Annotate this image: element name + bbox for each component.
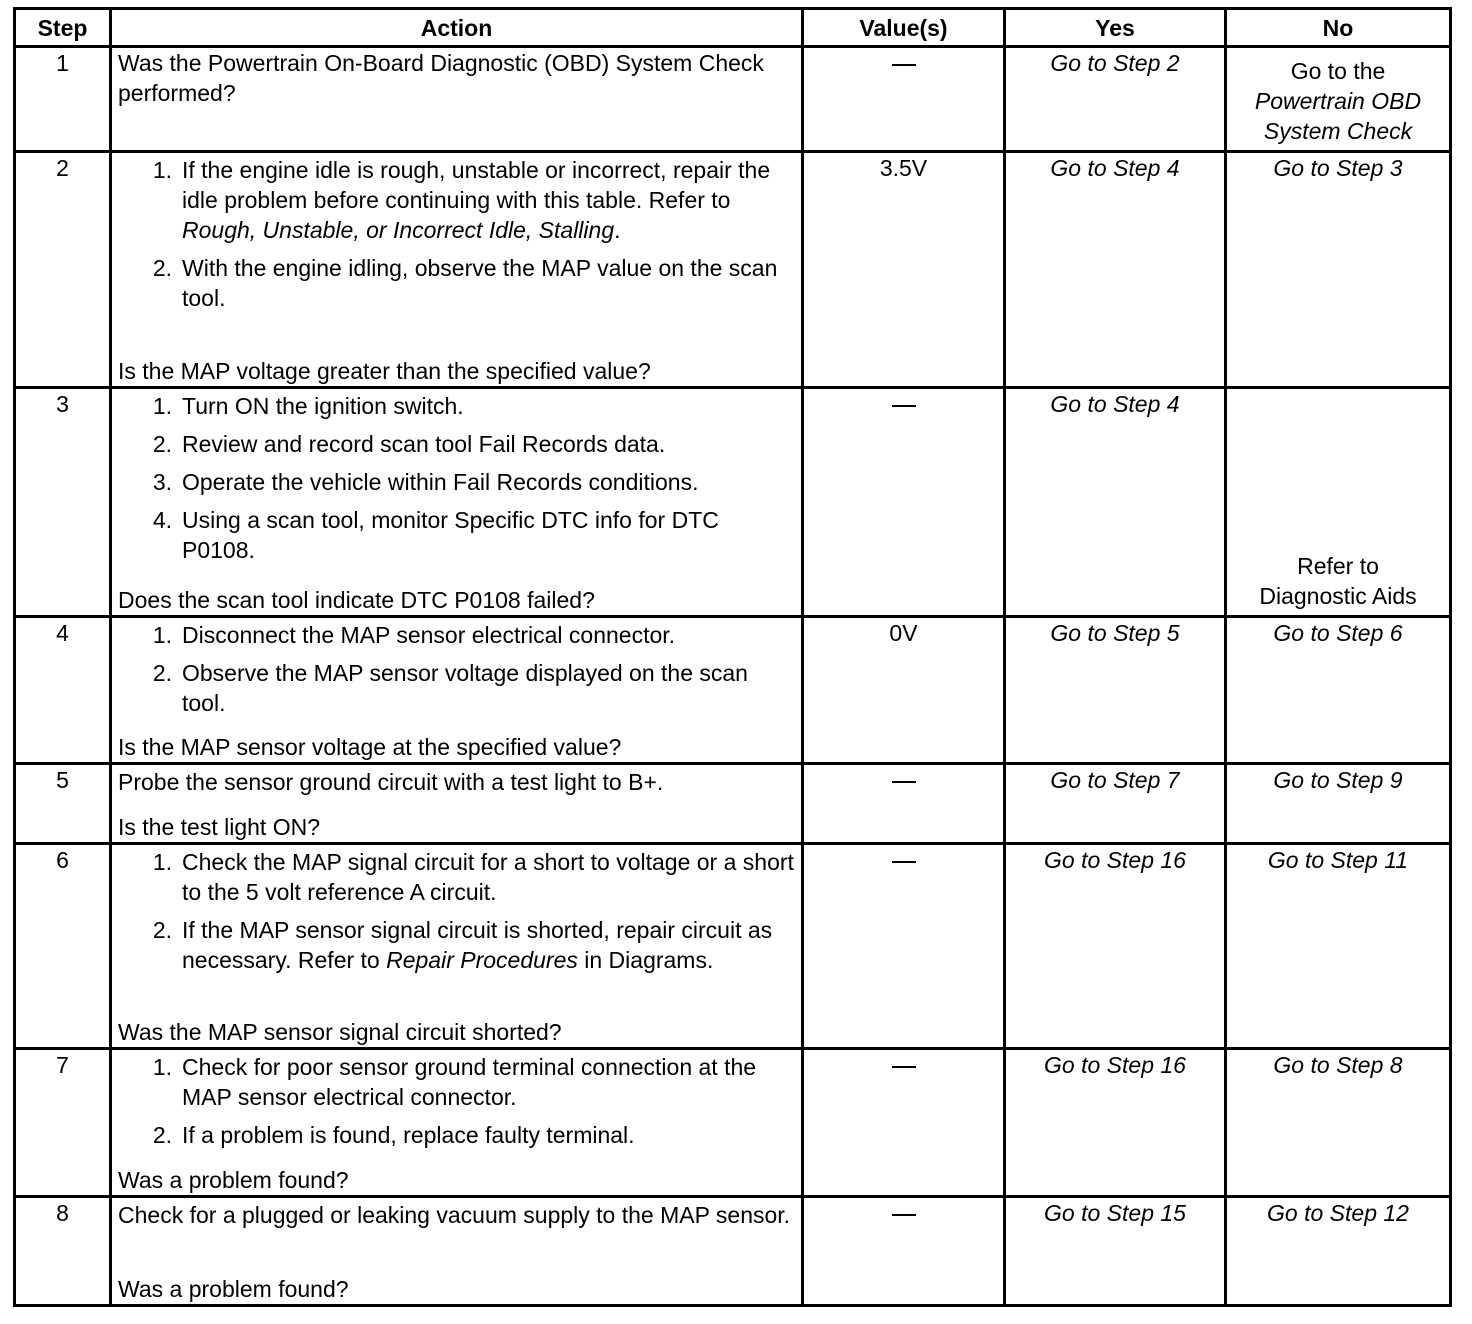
no-link[interactable]: Go to Step 11 <box>1267 847 1409 873</box>
no-cell <box>1226 764 1451 844</box>
item-number: 1. <box>152 622 172 648</box>
dash-mark <box>892 405 916 407</box>
item-number: 1. <box>152 157 172 183</box>
yes-link[interactable]: Go to Step 15 <box>1044 1200 1186 1226</box>
yes-link[interactable]: Go to Step 4 <box>1050 155 1180 181</box>
yes-cell <box>1005 47 1226 152</box>
value-cell <box>803 388 1005 617</box>
header-yes: Yes <box>1005 9 1226 47</box>
header-action: Action <box>111 9 803 47</box>
action-item <box>118 253 795 313</box>
action-question: Was the Powertrain On-Board Diagnostic (OBD) System Check performed? <box>118 50 764 106</box>
step-number: 8 <box>15 1197 111 1306</box>
action-cell <box>111 764 803 844</box>
action-item <box>118 505 795 565</box>
dash-mark <box>892 861 916 863</box>
action-cell <box>111 844 803 1049</box>
item-number: 2. <box>152 660 172 686</box>
no-link[interactable]: Go to Step 9 <box>1273 767 1403 793</box>
table-row <box>15 1197 1451 1306</box>
value-cell: 0V <box>803 617 1005 764</box>
no-cell <box>1226 152 1451 388</box>
item-text: Using a scan tool, monitor Specific DTC info for DTC P0108. <box>182 507 719 563</box>
action-list <box>118 620 795 726</box>
no-cell <box>1226 47 1451 152</box>
action-item <box>118 429 795 459</box>
value-cell: 3.5V <box>803 152 1005 388</box>
header-no: No <box>1226 9 1451 47</box>
yes-cell <box>1005 388 1226 617</box>
value-cell <box>803 1049 1005 1197</box>
action-cell <box>111 388 803 617</box>
table-row <box>15 617 1451 764</box>
no-cell <box>1226 1197 1451 1306</box>
yes-cell <box>1005 617 1226 764</box>
action-cell <box>111 152 803 388</box>
item-text: If the MAP sensor signal circuit is shorted, repair circuit as necessary. Refer to Repair Procedures in Diagrams. <box>182 917 773 973</box>
item-text: With the engine idling, observe the MAP value on the scan tool. <box>182 255 778 311</box>
no-line: Refer to <box>1297 553 1379 579</box>
step-number: 3 <box>15 388 111 617</box>
item-number: 2. <box>152 1122 172 1148</box>
action-question: Is the MAP sensor voltage at the specified value? <box>118 734 622 760</box>
action-cell <box>111 47 803 152</box>
item-text: Operate the vehicle within Fail Records conditions. <box>182 469 699 495</box>
yes-link[interactable]: Go to Step 4 <box>1050 391 1180 417</box>
table-row <box>15 152 1451 388</box>
dash-mark <box>892 64 916 66</box>
item-number: 1. <box>152 393 172 419</box>
action-item <box>118 847 795 907</box>
no-link[interactable]: Go to Step 12 <box>1267 1200 1409 1226</box>
no-link-cont[interactable]: System Check <box>1263 118 1413 144</box>
action-question: Is the MAP voltage greater than the specified value? <box>118 358 651 384</box>
procedure-link[interactable]: Repair Procedures <box>386 947 578 973</box>
item-text: Check for poor sensor ground terminal connection at the MAP sensor electrical connector. <box>182 1054 757 1110</box>
table-row <box>15 764 1451 844</box>
action-text: Probe the sensor ground circuit with a test light to B+. <box>118 769 664 795</box>
yes-link[interactable]: Go to Step 16 <box>1044 1052 1186 1078</box>
dash-mark <box>892 1066 916 1068</box>
yes-link[interactable]: Go to Step 7 <box>1050 767 1180 793</box>
step-number: 5 <box>15 764 111 844</box>
item-text: Check the MAP signal circuit for a short to voltage or a short to the 5 volt reference A circuit. <box>182 849 794 905</box>
action-list <box>118 391 795 573</box>
action-item <box>118 391 795 421</box>
yes-cell <box>1005 844 1226 1049</box>
action-cell <box>111 617 803 764</box>
yes-link[interactable]: Go to Step 2 <box>1050 50 1180 76</box>
yes-cell <box>1005 764 1226 844</box>
header-row <box>15 9 1451 47</box>
action-item <box>118 620 795 650</box>
no-link[interactable]: Go to Step 8 <box>1273 1052 1403 1078</box>
no-link[interactable]: Go to Step 6 <box>1273 620 1403 646</box>
diagnostic-table <box>13 7 1452 1307</box>
action-list <box>118 155 795 321</box>
action-cell <box>111 1049 803 1197</box>
header-values: Value(s) <box>803 9 1005 47</box>
action-question: Was the MAP sensor signal circuit shorted? <box>118 1019 562 1045</box>
action-question: Was a problem found? <box>118 1276 349 1302</box>
yes-cell <box>1005 1049 1226 1197</box>
item-number: 2. <box>152 431 172 457</box>
action-item <box>118 915 795 975</box>
no-cell <box>1226 388 1451 617</box>
step-number: 6 <box>15 844 111 1049</box>
item-text: Disconnect the MAP sensor electrical connector. <box>182 622 676 648</box>
action-cell <box>111 1197 803 1306</box>
item-text: If the engine idle is rough, unstable or incorrect, repair the idle problem before continuing with this table. Refer to Rough, Unstable, or Incorrect Idle, Stalling. <box>182 157 771 243</box>
action-item <box>118 467 795 497</box>
value-cell <box>803 1197 1005 1306</box>
item-number: 3. <box>152 469 172 495</box>
item-number: 1. <box>152 849 172 875</box>
action-item <box>118 1052 795 1112</box>
step-number: 7 <box>15 1049 111 1197</box>
action-item <box>118 658 795 718</box>
table-row <box>15 47 1451 152</box>
action-list <box>118 847 795 983</box>
no-line: Diagnostic Aids <box>1259 583 1417 609</box>
value-cell <box>803 47 1005 152</box>
no-cell <box>1226 844 1451 1049</box>
table-row <box>15 388 1451 617</box>
table-row <box>15 844 1451 1049</box>
yes-link[interactable]: Go to Step 16 <box>1044 847 1186 873</box>
action-item <box>118 1120 795 1150</box>
item-number: 1. <box>152 1054 172 1080</box>
action-question: Is the test light ON? <box>118 814 320 840</box>
item-text: Observe the MAP sensor voltage displayed on the scan tool. <box>182 660 748 716</box>
no-cell <box>1226 617 1451 764</box>
value-cell <box>803 764 1005 844</box>
step-number: 2 <box>15 152 111 388</box>
action-item <box>118 155 795 245</box>
item-text: Turn ON the ignition switch. <box>182 393 464 419</box>
no-line: Go to the <box>1290 58 1386 84</box>
yes-cell <box>1005 152 1226 388</box>
dash-mark <box>892 1214 916 1216</box>
no-cell <box>1226 1049 1451 1197</box>
action-text: Check for a plugged or leaking vacuum supply to the MAP sensor. <box>118 1202 791 1228</box>
item-number: 2. <box>152 255 172 281</box>
item-text: If a problem is found, replace faulty terminal. <box>182 1122 635 1148</box>
item-text: Review and record scan tool Fail Records data. <box>182 431 666 457</box>
no-link[interactable]: Powertrain OBD <box>1254 88 1422 114</box>
item-number: 2. <box>152 917 172 943</box>
dash-mark <box>892 781 916 783</box>
yes-cell <box>1005 1197 1226 1306</box>
yes-link[interactable]: Go to Step 5 <box>1050 620 1180 646</box>
table-row <box>15 1049 1451 1197</box>
action-question: Does the scan tool indicate DTC P0108 failed? <box>118 587 595 613</box>
action-question: Was a problem found? <box>118 1167 349 1193</box>
action-list <box>118 1052 795 1158</box>
step-number: 1 <box>15 47 111 152</box>
no-link[interactable]: Go to Step 3 <box>1273 155 1403 181</box>
procedure-link[interactable]: Rough, Unstable, or Incorrect Idle, Stalling <box>182 217 615 243</box>
header-step: Step <box>15 9 111 47</box>
value-cell <box>803 844 1005 1049</box>
item-number: 4. <box>152 507 172 533</box>
step-number: 4 <box>15 617 111 764</box>
